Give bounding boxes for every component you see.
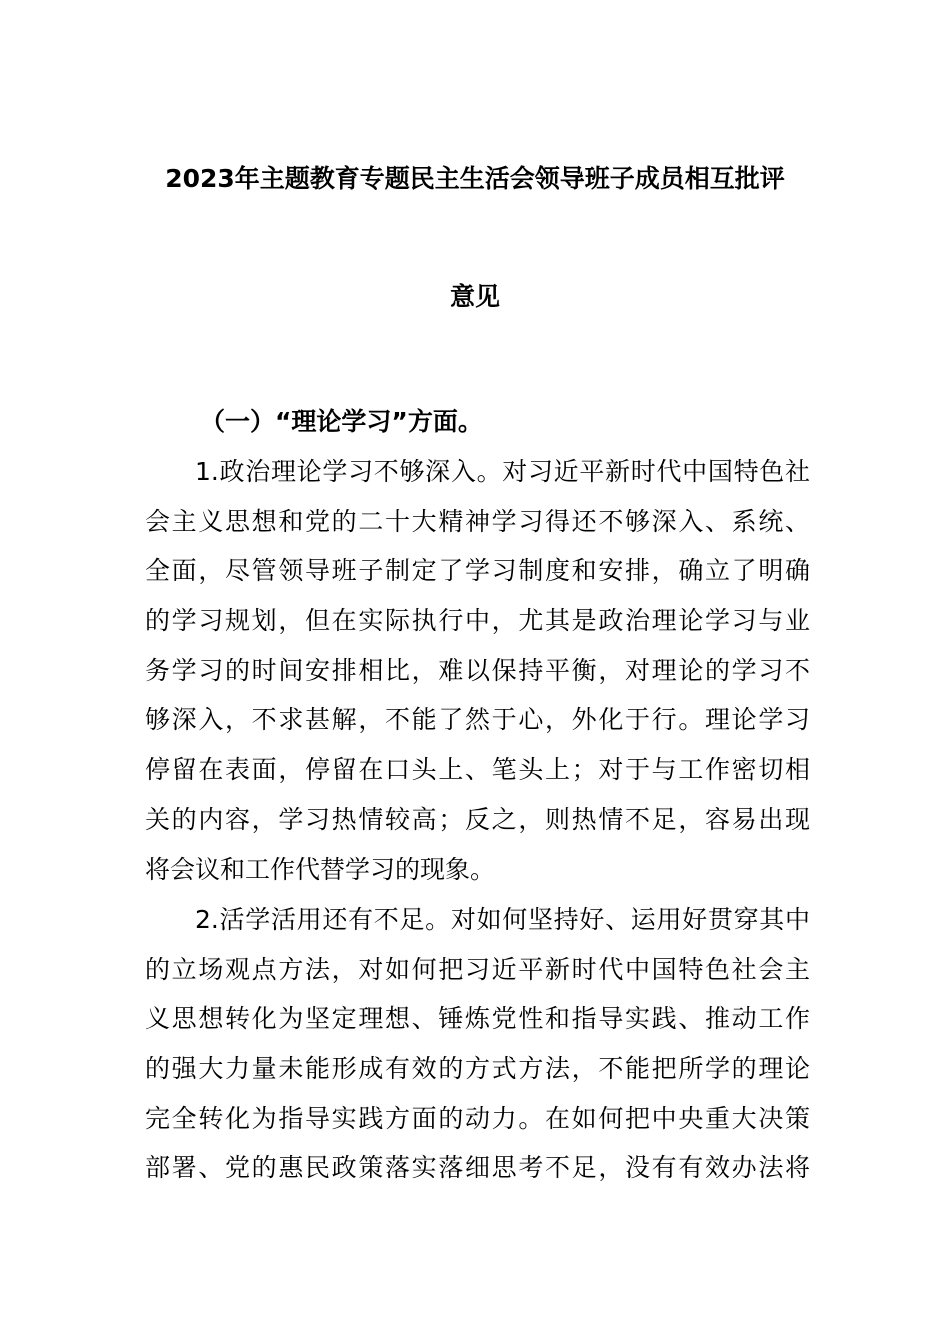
paragraph-line: 完全转化为指导实践方面的动力。在如何把中央重大决策	[145, 1103, 810, 1133]
paragraph-line: 将会议和工作代替学习的现象。	[145, 854, 496, 884]
paragraph-line: 的立场观点方法，对如何把习近平新时代中国特色社会主	[145, 954, 810, 984]
paragraph-line: 义思想转化为坚定理想、锤炼党性和指导实践、推动工作	[145, 1004, 810, 1034]
paragraph-line: 务学习的时间安排相比，难以保持平衡，对理论的学习不	[145, 655, 810, 685]
paragraph-1	[145, 447, 810, 894]
paragraph-line: 停留在表面，停留在口头上、笔头上；对于与工作密切相	[145, 755, 810, 785]
paragraph-line: 够深入，不求甚解，不能了然于心，外化于行。理论学习	[145, 705, 810, 735]
paragraph-line: 全面，尽管领导班子制定了学习制度和安排，确立了明确	[145, 556, 810, 586]
paragraph-line: 2.活学活用还有不足。对如何坚持好、运用好贯穿其中	[195, 905, 810, 934]
section-heading: （一）“理论学习”方面。	[200, 407, 483, 436]
paragraph-line: 会主义思想和党的二十大精神学习得还不够深入、系统、	[145, 506, 810, 536]
paragraph-line: 的学习规划，但在实际执行中，尤其是政治理论学习与业	[145, 606, 810, 636]
paragraph-line: 部署、党的惠民政策落实落细思考不足，没有有效办法将	[145, 1153, 810, 1183]
paragraph-line: 关的内容，学习热情较高；反之，则热情不足，容易出现	[145, 804, 810, 834]
document-title-line-1: 2023年主题教育专题民主生活会领导班子成员相互批评	[165, 164, 785, 193]
document-title-line-2: 意见	[449, 282, 500, 311]
paragraph-line: 1.政治理论学习不够深入。对习近平新时代中国特色社	[195, 457, 810, 486]
paragraph-line: 的强大力量未能形成有效的方式方法，不能把所学的理论	[145, 1054, 810, 1084]
paragraph-2	[145, 895, 810, 1193]
